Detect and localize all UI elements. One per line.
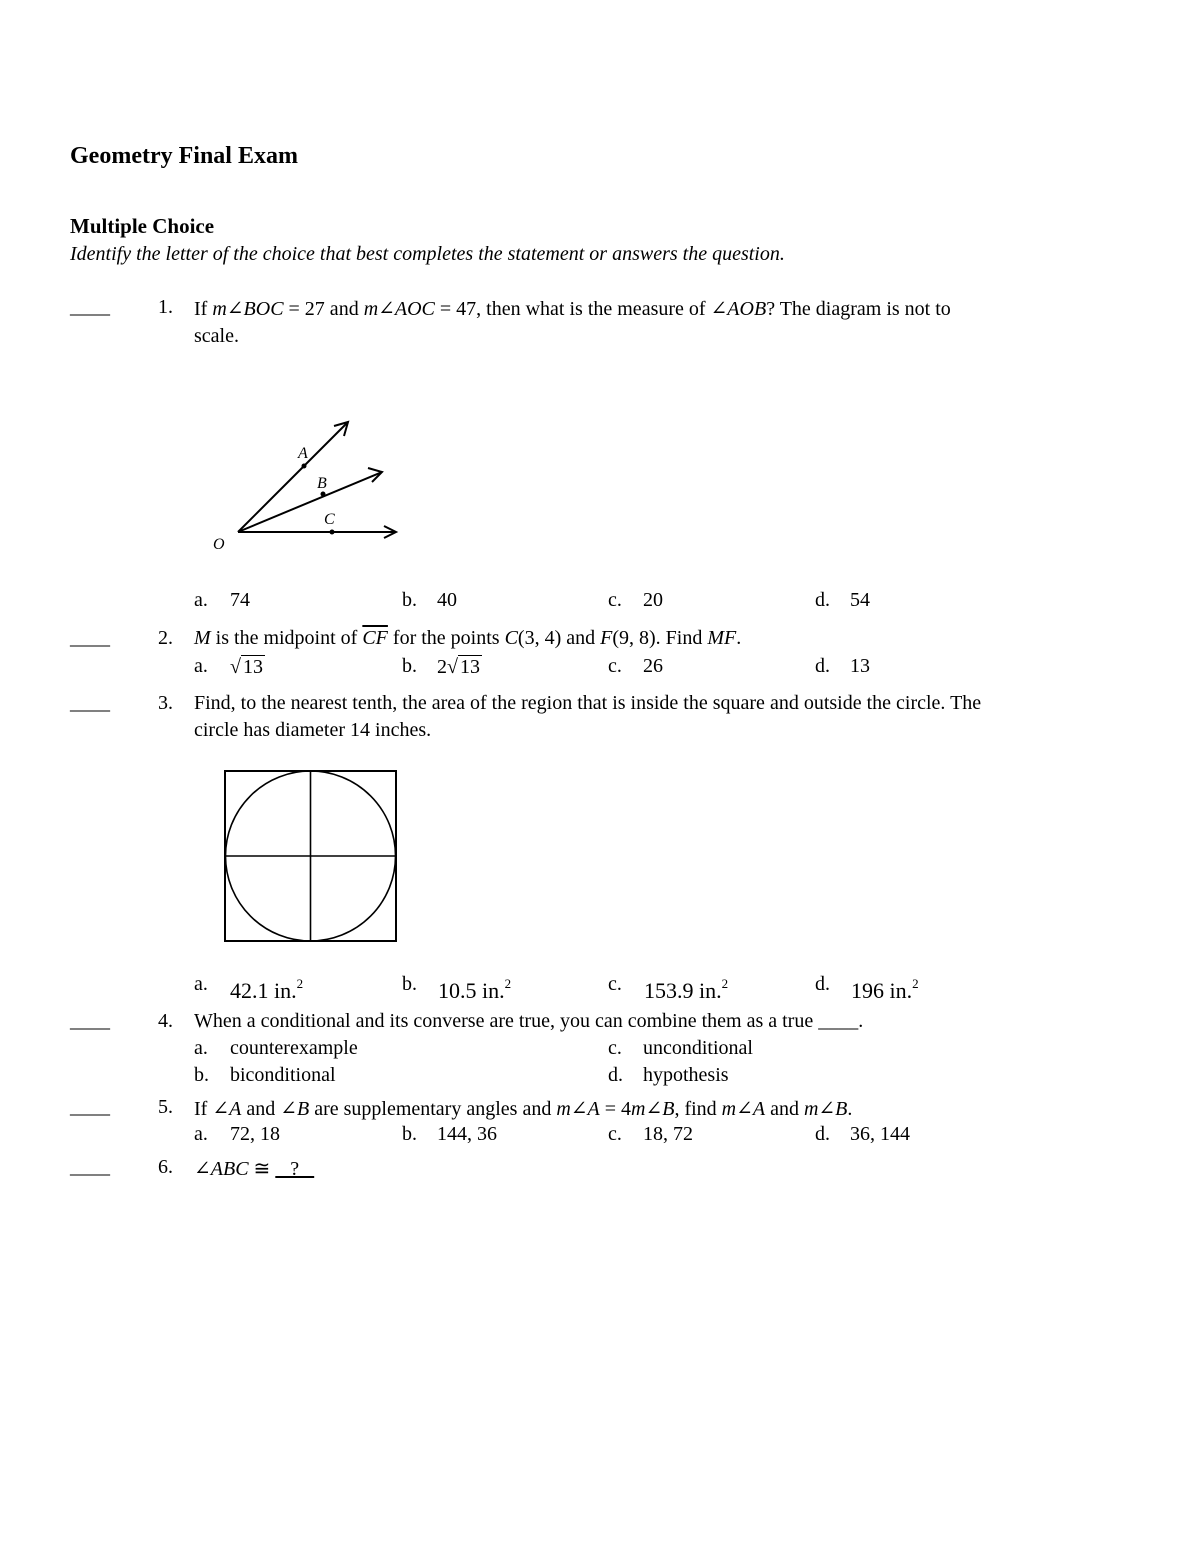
option-letter: b.: [402, 655, 417, 677]
question-stem-4: When a conditional and its converse are true, you can combine them as a true ____.: [194, 1010, 864, 1032]
point-label-a: A: [298, 445, 308, 462]
option-4c[interactable]: unconditional: [643, 1037, 753, 1059]
option-letter: a.: [194, 655, 208, 677]
answer-blank-4[interactable]: ____: [70, 1010, 110, 1032]
segment-cf: $\overline{CF}$: [362, 627, 388, 649]
option-3c[interactable]: 153.9 in.$^2$: [644, 976, 729, 1003]
question-stem-3-line2: circle has diameter 14 inches.: [194, 719, 432, 741]
option-4d[interactable]: hypothesis: [643, 1064, 729, 1086]
question-number-1: 1.: [158, 296, 173, 318]
square-circle-diagram: [222, 768, 400, 944]
fill-in-blank: ?: [275, 1158, 315, 1180]
option-letter: d.: [815, 1123, 830, 1145]
instructions: Identify the letter of the choice that best completes the statement or answers the question.: [70, 243, 785, 265]
option-letter: d.: [815, 973, 830, 995]
answer-blank-6[interactable]: ____: [70, 1156, 110, 1178]
option-letter: b.: [402, 973, 417, 995]
option-5d[interactable]: 36, 144: [850, 1123, 910, 1145]
question-stem-2: M is the midpoint of $\overline{CF}$ for the points C(3, 4) and F(9, 8). Find MF.: [194, 627, 742, 649]
question-number-4: 4.: [158, 1010, 173, 1032]
option-3b[interactable]: 10.5 in.$^2$: [438, 976, 512, 1003]
option-5c[interactable]: 18, 72: [643, 1123, 693, 1145]
answer-blank-3[interactable]: ____: [70, 692, 110, 714]
option-letter: c.: [608, 1037, 622, 1059]
option-letter: a.: [194, 1037, 208, 1059]
question-stem-3: Find, to the nearest tenth, the area of the region that is inside the square and outside the circle. The: [194, 692, 982, 714]
option-2d[interactable]: 13: [850, 655, 870, 677]
option-2a[interactable]: √ 13: [230, 656, 263, 678]
option-5b[interactable]: 144, 36: [437, 1123, 497, 1145]
option-1b[interactable]: 40: [437, 589, 457, 611]
option-letter: c.: [608, 655, 622, 677]
option-5a[interactable]: 72, 18: [230, 1123, 280, 1145]
option-letter: a.: [194, 973, 208, 995]
sqrt-icon: √: [230, 656, 241, 678]
question-number-5: 5.: [158, 1096, 173, 1118]
answer-blank-5[interactable]: ____: [70, 1096, 110, 1118]
answer-blank-1[interactable]: ____: [70, 296, 110, 318]
point-label-b: B: [317, 475, 327, 492]
option-letter: c.: [608, 1123, 622, 1145]
option-4b[interactable]: biconditional: [230, 1064, 336, 1086]
option-1a[interactable]: 74: [230, 589, 250, 611]
option-letter: b.: [402, 589, 417, 611]
option-letter: b.: [194, 1064, 209, 1086]
angle-diagram: [200, 410, 410, 560]
option-letter: c.: [608, 589, 622, 611]
option-letter: b.: [402, 1123, 417, 1145]
point-label-c: C: [324, 511, 335, 528]
option-2c[interactable]: 26: [643, 655, 663, 677]
question-stem-1: If m∠BOC = 27 and m∠AOC = 47, then what is the measure of ∠AOB? The diagram is not to: [194, 298, 951, 320]
point-label-o: O: [213, 536, 225, 553]
option-2b[interactable]: 2√ 13: [437, 656, 480, 678]
question-number-3: 3.: [158, 692, 173, 714]
sqrt-icon: √: [447, 656, 458, 678]
option-3a[interactable]: 42.1 in.$^2$: [230, 976, 304, 1003]
option-letter: d.: [815, 655, 830, 677]
option-3d[interactable]: 196 in.$^2$: [851, 976, 919, 1003]
answer-blank-2[interactable]: ____: [70, 627, 110, 649]
question-number-6: 6.: [158, 1156, 173, 1178]
option-1d[interactable]: 54: [850, 589, 870, 611]
question-stem-1-line2: scale.: [194, 325, 239, 347]
question-stem-5: If ∠A and ∠B are supplementary angles and m∠A = 4m∠B, find m∠A and m∠B.: [194, 1098, 853, 1120]
option-letter: d.: [815, 589, 830, 611]
question-number-2: 2.: [158, 627, 173, 649]
option-letter: a.: [194, 589, 208, 611]
option-letter: d.: [608, 1064, 623, 1086]
option-1c[interactable]: 20: [643, 589, 663, 611]
page-title: Geometry Final Exam: [70, 143, 298, 169]
section-heading: Multiple Choice: [70, 214, 215, 238]
option-letter: a.: [194, 1123, 208, 1145]
option-4a[interactable]: counterexample: [230, 1037, 358, 1059]
option-letter: c.: [608, 973, 622, 995]
question-stem-6: ∠ABC ≅ ?: [194, 1158, 315, 1180]
